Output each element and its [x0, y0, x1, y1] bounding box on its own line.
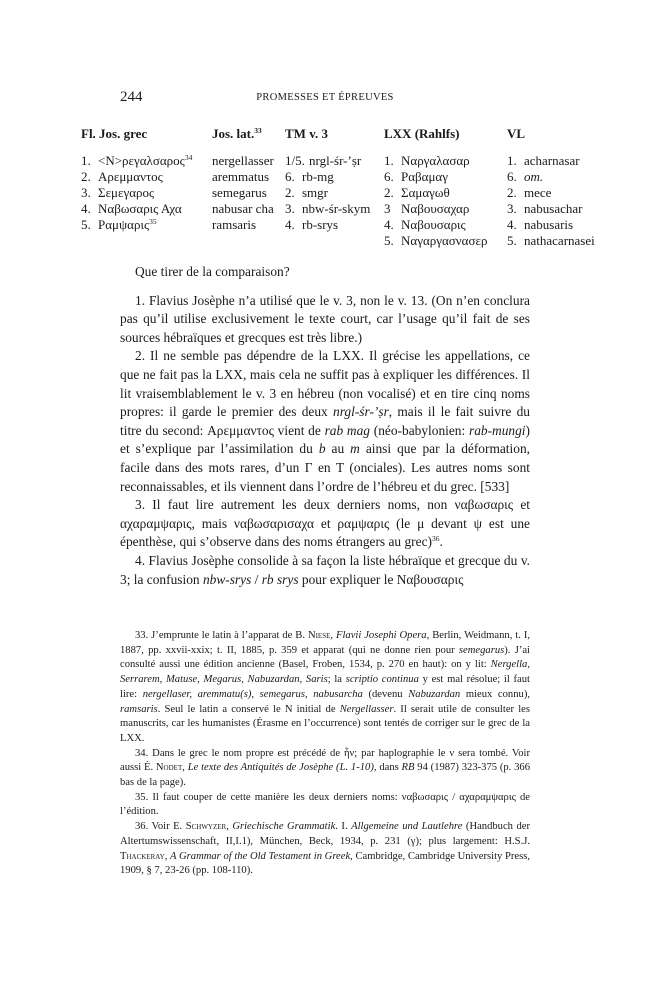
- col-header-jos-lat: Jos. lat.$^{33}$: [212, 126, 262, 141]
- table-cell: nergellasser: [212, 153, 274, 168]
- table-cell: 4. Ναβουσαρις: [384, 217, 466, 232]
- table-cell: 1. <N>ρεγαλσαρος$^{34}$: [81, 153, 193, 168]
- running-head: [120, 89, 530, 109]
- footnote-ref: 33: [254, 126, 262, 135]
- table-row: [81, 201, 597, 217]
- table-cell: 5. Ραμψαρις$^{35}$: [81, 217, 157, 232]
- table-row: [81, 217, 597, 233]
- table-cell: ramsaris: [212, 217, 257, 232]
- paragraph-2: 2. Il ne semble pas dépendre de la LXX. Il grécise les appellations, ce que ne fait pas la LXX, mais cela ne suffit pas à expliquer les différences. Il lit vraisemblablement le v. 3 en hébreu (non vocalisé) et en tire cinq noms propres: il garde le premier des deux nrgl-śr-’ṣr, mais il le fait suivre du titre du second: Αρεμμαντος vient de rab mag (néo-babylonien: rab-mungi) et s’explique par l’assimilation du b au m ainsi que par la déformation, facile dans des mots rares, d’un Γ en Τ (onciales). Les autres noms sont reconnaissables, et ils viennent dans l’ordre de l’hébreu et du grec. [533]: [120, 348, 530, 494]
- footnote-ref: 35: [149, 217, 157, 226]
- table-cell: 4. Ναβωσαρις Αχα: [81, 201, 182, 216]
- table-cell: aremmatus: [212, 169, 270, 184]
- table-cell: 3 Ναβουσαχαρ: [384, 201, 470, 216]
- table-cell: [285, 233, 384, 249]
- table-cell: [81, 233, 212, 249]
- paragraph-4: 4. Flavius Josèphe consolide à sa façon la liste hébraïque et grecque du v. 3; la confusion nbw-srys / rb srys pour expliquer le Ναβουσαρις: [120, 552, 530, 587]
- table-cell: 2. Σαμαγωθ: [384, 185, 450, 200]
- table-cell: 6. Ραβαμαγ: [384, 169, 448, 184]
- table-cell: 6. rb-mg: [285, 169, 334, 184]
- table-cell: 2. mece: [507, 185, 552, 200]
- paragraph-question: Que tirer de la comparaison?: [135, 264, 290, 279]
- table-cell: 1. Ναργαλασαρ: [384, 153, 470, 168]
- table-cell: nabusar cha: [212, 201, 274, 216]
- col-header-lxx: LXX (Rahlfs): [384, 126, 460, 141]
- table-cell: [212, 233, 285, 249]
- footnote-33: 33. J’emprunte le latin à l’apparat de B. Niese, Flavii Josephi Opera, Berlin, Weidmann, t. I, 1887, pp. xxvii-xxix; t. II, 1885, p. 359 et apparat (qui ne donne rien pour semegarus). J’ai consulté aussi une édition ancienne (Basel, Froben, 1534, p. 270 en haut): on y lit: Nergella, Serrarem, Matuse, Megarus, Nabuzardan, Saris; la scriptio continua y est mal résolue; il faut lire: nergellaser, aremmatu(s), semegarus, nabusarcha (devenu Nabuzardan mieux connu), ramsaris. Seul le latin a conservé le N initial de Nergellasser. Il serait utile de consulter les manuscrits, car les humanistes (Érasme en l’occurrence) sont tentés de corriger sur le grec de la LXX.: [120, 630, 530, 744]
- table-cell: 6. om.: [507, 169, 544, 184]
- table-cell: 4. nabusaris: [507, 217, 574, 232]
- table-row: [81, 233, 597, 249]
- table-cell: 3. nbw-śr-skym: [285, 201, 371, 216]
- footnote-34: 34. Dans le grec le nom propre est précédé de ἦν; par haplographie le ν sera tombé. Voir aussi É. Nodet, Le texte des Antiquités de Josèphe (L. 1-10), dans RB 94 (1987) 323-375 (p. 366 bas de la page).: [120, 747, 530, 789]
- footnotes: [120, 629, 530, 879]
- running-title: PROMESSES ET ÉPREUVES: [256, 92, 394, 103]
- paragraph-1: 1. Flavius Josèphe n’a utilisé que le v. 3, non le v. 13. (On n’en conclura pas qu’il utilise exclusivement le texte court, car l’usage qu’il fait de ses sources hébraïques et grecques est très libre.): [120, 292, 530, 345]
- table-cell: 3. Σεμεγαρος: [81, 185, 155, 200]
- table-cell: 1/5. nrgl-śr-’ṣr: [285, 153, 362, 168]
- col-header-fl-jos-grec: Fl. Jos. grec: [81, 126, 148, 141]
- table-cell: 5. nathacarnasei: [507, 233, 595, 248]
- body-text: [120, 263, 530, 589]
- table-cell: 1. acharnasar: [507, 153, 580, 168]
- table-cell: 5. Ναγαργασνασερ: [384, 233, 488, 248]
- page-number: 244: [120, 89, 143, 105]
- table-cell: semegarus: [212, 185, 267, 200]
- table-row: [81, 153, 597, 169]
- comparison-table: [81, 126, 597, 249]
- table-cell: 3. nabusachar: [507, 201, 583, 216]
- table-row: [81, 185, 597, 201]
- footnote-ref: 36: [431, 534, 440, 544]
- footnote-ref: 34: [184, 153, 193, 162]
- paragraph-3: 3. Il faut lire autrement les deux derniers noms, non ναβωσαρις et αχαραμψαρις, mais ναβωσαρισαχα et ραμψαρις (le μ devant ψ est une épenthèse, qui s’observe dans des noms étrangers au grec)$^{36}$.: [120, 497, 530, 550]
- footnote-35: 35. Il faut couper de cette manière les deux derniers noms: ναβωσαρις / αχαραμψαρις de l’édition.: [120, 791, 530, 818]
- table-cell: 4. rb-srys: [285, 217, 339, 232]
- col-header-tm: TM v. 3: [285, 126, 328, 141]
- table-header-row: [81, 126, 597, 153]
- table-cell: 2. Αρεμμαντος: [81, 169, 163, 184]
- footnote-36: 36. Voir E. Schwyzer, Griechische Grammatik. I. Allgemeine und Lautlehre (Handbuch der Altertumswissenschaft, II,I.1), München, Beck, 1934, p. 231 (γ); plus largement: H.S.J. Thackeray, A Grammar of the Old Testament in Greek, Cambridge, Cambridge University Press, 1909, § 7, 23-26 (pp. 108-110).: [120, 821, 531, 877]
- col-header-vl: VL: [507, 126, 526, 141]
- table-row: [81, 169, 597, 185]
- table-cell: 2. smgr: [285, 185, 328, 200]
